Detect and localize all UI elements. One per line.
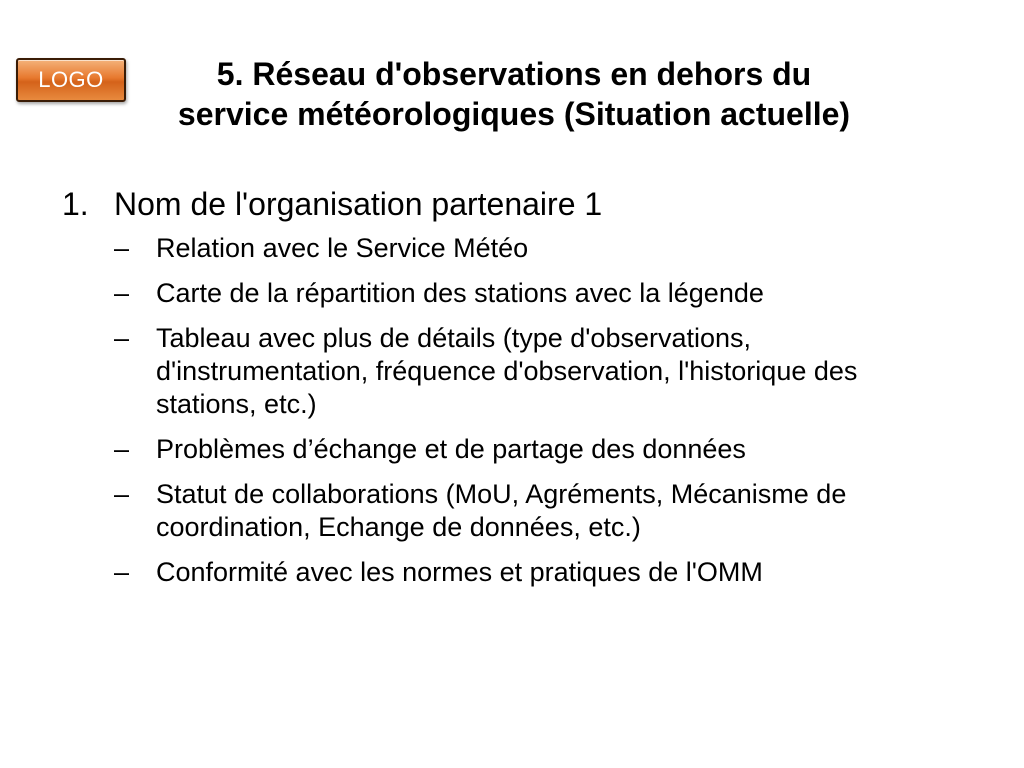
sub-item bbox=[62, 556, 962, 589]
sub-item-text: Carte de la répartition des stations avec la légende bbox=[156, 278, 764, 308]
logo-text: LOGO bbox=[38, 67, 104, 92]
sub-item-text: Problèmes d’échange et de partage des données bbox=[156, 434, 746, 464]
sub-item-text: Conformité avec les normes et pratiques de l'OMM bbox=[156, 557, 763, 587]
sub-item bbox=[62, 277, 962, 310]
slide-title-line-1: 5. Réseau d'observations en dehors du bbox=[216, 56, 812, 92]
item-label: Nom de l'organisation partenaire 1 bbox=[114, 186, 603, 222]
sub-list bbox=[62, 232, 962, 589]
dash-marker: – bbox=[114, 434, 130, 464]
slide-title-line-2: service météorologiques (Situation actuelle) bbox=[177, 96, 851, 132]
numbered-item bbox=[62, 184, 962, 224]
dash-marker: – bbox=[114, 233, 130, 263]
sub-item-text: Statut de collaborations (MoU, Agréments, Mécanisme de coordination, Echange de données, etc.) bbox=[156, 479, 847, 542]
item-number: 1. bbox=[62, 186, 89, 222]
slide-content bbox=[62, 184, 962, 601]
slide-title bbox=[100, 54, 928, 134]
dash-marker: – bbox=[114, 323, 130, 353]
sub-item-text: Relation avec le Service Météo bbox=[156, 233, 529, 263]
dash-marker: – bbox=[114, 278, 130, 308]
sub-item-text: Tableau avec plus de détails (type d'observations, d'instrumentation, fréquence d'observation, l'historique des stations, etc.) bbox=[156, 323, 858, 419]
dash-marker: – bbox=[114, 557, 130, 587]
dash-marker: – bbox=[114, 479, 130, 509]
sub-item bbox=[62, 478, 962, 544]
sub-item bbox=[62, 433, 962, 466]
sub-item bbox=[62, 232, 962, 265]
sub-item bbox=[62, 322, 962, 421]
